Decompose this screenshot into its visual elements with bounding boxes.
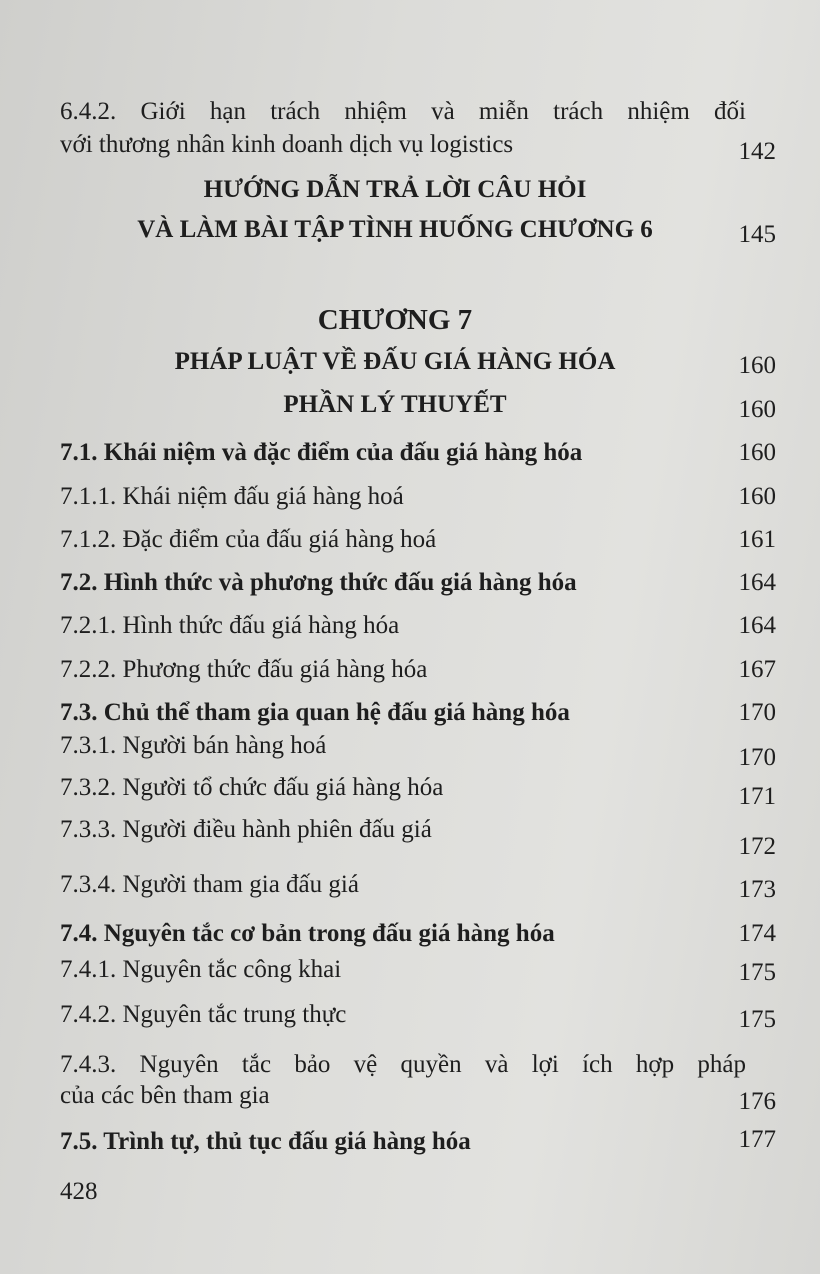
toc-entry-title: 7.2.2. Phương thức đấu giá hàng hóa: [60, 656, 428, 683]
toc-entry-page: 172: [738, 833, 776, 860]
toc-entry-page: 175: [738, 1006, 776, 1033]
toc-entry-title: 7.5. Trình tự, thủ tục đấu giá hàng hóa: [60, 1128, 471, 1155]
toc-entry-title: 7.4.2. Nguyên tắc trung thực: [60, 1001, 347, 1028]
toc-entry-title: 7.4. Nguyên tắc cơ bản trong đấu giá hàng hóa: [60, 920, 555, 947]
toc-entry-title: 7.1.2. Đặc điểm của đấu giá hàng hoá: [60, 526, 437, 553]
toc-entry-title: của các bên tham gia: [60, 1082, 270, 1109]
toc-entry-title: 7.2. Hình thức và phương thức đấu giá hàng hóa: [60, 569, 577, 596]
toc-entry-page: 142: [738, 138, 776, 165]
toc-entry-page: 167: [738, 656, 776, 683]
toc-entry-title: 7.1.1. Khái niệm đấu giá hàng hoá: [60, 483, 404, 510]
toc-entry-page: 170: [738, 699, 776, 726]
toc-heading: HƯỚNG DẪN TRẢ LỜI CÂU HỎI: [203, 176, 587, 203]
toc-entry-page: 175: [738, 959, 776, 986]
toc-entry-title: 7.3.4. Người tham gia đấu giá: [60, 871, 359, 898]
toc-entry-title: 7.4.1. Nguyên tắc công khai: [60, 956, 342, 983]
toc-entry-page: 164: [738, 612, 776, 639]
toc-entry-page: 176: [738, 1088, 776, 1115]
toc-entry-title: 6.4.2. Giới hạn trách nhiệm và miễn trách nhiệm đối: [60, 98, 746, 125]
toc-entry-page: 160: [738, 352, 776, 379]
page-number: 428: [60, 1178, 98, 1205]
toc-entry-title: 7.2.1. Hình thức đấu giá hàng hóa: [60, 612, 400, 639]
toc-entry-title: 7.3. Chủ thể tham gia quan hệ đấu giá hàng hóa: [60, 699, 570, 726]
toc-entry-title: 7.3.3. Người điều hành phiên đấu giá: [60, 816, 432, 843]
toc-entry-title: 7.3.1. Người bán hàng hoá: [60, 732, 327, 759]
toc-entry-title: với thương nhân kinh doanh dịch vụ logistics: [60, 131, 514, 158]
toc-heading: VÀ LÀM BÀI TẬP TÌNH HUỐNG CHƯƠNG 6: [137, 216, 653, 243]
toc-entry-page: 174: [738, 920, 776, 947]
toc-entry-page: 145: [738, 221, 776, 248]
toc-entry-title: 7.3.2. Người tổ chức đấu giá hàng hóa: [60, 774, 444, 801]
toc-entry-page: 161: [738, 526, 776, 553]
toc-entry-page: 160: [738, 483, 776, 510]
toc-entry-title: 7.1. Khái niệm và đặc điểm của đấu giá hàng hóa: [60, 439, 583, 466]
toc-heading: PHẦN LÝ THUYẾT: [283, 391, 507, 418]
toc-entry-page: 160: [738, 396, 776, 423]
toc-entry-page: 170: [738, 744, 776, 771]
toc-entry-page: 177: [738, 1126, 776, 1153]
toc-entry-page: 173: [738, 876, 776, 903]
toc-heading: CHƯƠNG 7: [317, 304, 473, 336]
toc-entry-page: 164: [738, 569, 776, 596]
toc-entry-title: 7.4.3. Nguyên tắc bảo vệ quyền và lợi ích hợp pháp: [60, 1051, 746, 1078]
toc-entry-page: 171: [738, 783, 776, 810]
toc-entry-page: 160: [738, 439, 776, 466]
toc-heading: PHÁP LUẬT VỀ ĐẤU GIÁ HÀNG HÓA: [174, 348, 616, 375]
